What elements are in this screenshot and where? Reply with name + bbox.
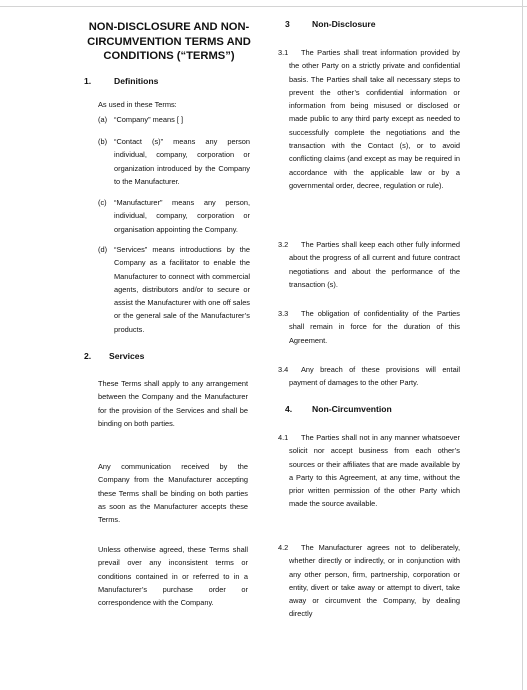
clause-3-1-text: The Parties shall treat information provided by the other Party on a strictly private and confidential basis. The Parties shall take all necessary steps to prevent the other’s confidential information or information from being misused or disclosed or made public to any third party except as needed to successfully complete the negotiations and the transaction with the Contact (s), or to avoid conflicting claims (and except as may be required in accordance with the applicable law or by a governmental order, decree, regulation or rule). [289, 48, 460, 190]
definitions-intro: As used in these Terms: [98, 100, 177, 109]
clause-4-1-text: The Parties shall not in any manner whatsoever solicit nor accept business from each other’s sources or their affiliates that are made available by a Party to this Agreement, at any time, without the prior written permission of the other Party which made the source available. [289, 433, 460, 509]
services-paragraph-1: These Terms shall apply to any arrangement between the Company and the Manufacturer for the provision of the Services and shall be binding on both parties. [98, 379, 248, 428]
definition-text-d: “Services” means introductions by the Company as a facilitator to enable the Manufacturer to connect with commercial agents, distributors and/or to secure or assist the Manufacturer with one off sales or the general sale of the Manufacturer’s products. [114, 245, 250, 334]
clause-4-2-text: The Manufacturer agrees not to deliberately, whether directly or indirectly, or in conjunction with any other person, firm, partnership, corporation or entity, divert or take away or attempt to divert, take away or circumvent the Company, by dealing directly [289, 543, 460, 619]
section-1-title: Definitions [114, 76, 159, 86]
section-1-number: 1. [84, 76, 92, 86]
definition-label-d: (d) [98, 245, 108, 254]
document-title: NON-DISCLOSURE AND NON-CIRCUMVENTION TERMS AND CONDITIONS (“TERMS”) [87, 21, 251, 62]
page-right-edge [522, 0, 527, 690]
clause-3-1-number: 3.1 [278, 48, 289, 57]
section-4-number: 4. [285, 404, 293, 414]
clause-3-2-text: The Parties shall keep each other fully informed about the progress of all current and future contract negotiations and about the performance of the transaction (s). [289, 240, 460, 289]
clause-3-4-number: 3.4 [278, 365, 289, 374]
clause-3-3-number: 3.3 [278, 309, 289, 318]
clause-4-2-number: 4.2 [278, 543, 289, 552]
clause-4-1-number: 4.1 [278, 433, 289, 442]
definition-label-c: (c) [98, 198, 107, 207]
section-2-number: 2. [84, 351, 92, 361]
clause-3-3-text: The obligation of confidentiality of the Parties shall remain in force for the duration of this Agreement. [289, 309, 460, 345]
definition-text-a: “Company” means [ ] [114, 115, 184, 124]
definition-text-c: “Manufacturer” means any person, individual, company, corporation or organisation appointing the Company. [114, 198, 250, 234]
section-3-number: 3 [285, 19, 290, 29]
definition-text-b: “Contact (s)” means any person individual, company, corporation or organization introduced by the Company to the Manufacturer. [114, 137, 250, 186]
clause-3-2-number: 3.2 [278, 240, 289, 249]
clause-3-4-text: Any breach of these provisions will entail payment of damages to the other Party. [289, 365, 460, 388]
definition-label-a: (a) [98, 115, 108, 124]
definition-label-b: (b) [98, 137, 108, 146]
services-paragraph-3: Unless otherwise agreed, these Terms shall prevail over any inconsistent terms or conditions contained in or referred to in a Manufacturer’s purchase order or correspondence with the Company. [98, 545, 248, 608]
section-4-title: Non-Circumvention [312, 404, 392, 414]
section-2-title: Services [109, 351, 145, 361]
page-top-edge [0, 0, 527, 7]
section-3-title: Non-Disclosure [312, 19, 376, 29]
services-paragraph-2: Any communication received by the Company from the Manufacturer accepting these Terms shall be binding on both parties as soon as the Manufacturer accepts these Terms. [98, 462, 248, 525]
